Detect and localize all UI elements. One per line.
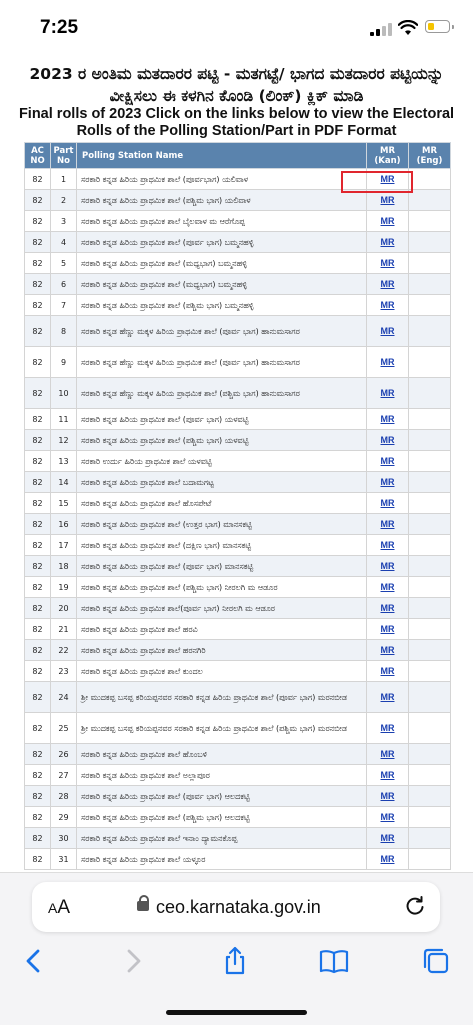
mr-eng-cell [409, 253, 451, 274]
polling-station-name-cell: ಸರಕಾರಿ ಕನ್ನಡ ಹಿರಿಯ ಪ್ರಾಥಮಿಕ ಶಾಲೆ (ಪಶ್ಚಿಮ ಭಾಗ) ಆಲದಕಟ್ಟಿ [77, 807, 367, 828]
mr-kan-cell [367, 619, 409, 640]
polling-station-name-cell: ಶ್ರೀ ಮುದಕಪ್ಪ ಬಸಪ್ಪ ಕರಿಯಪ್ಪನವರ ಸರಕಾರಿ ಕನ್ನಡ ಹಿರಿಯ ಪ್ರಾಥಮಿಕ ಶಾಲೆ (ಪೂರ್ವ ಭಾಗ) ಮರನಬೀಡ [77, 682, 367, 713]
col-part-no: Part No [51, 143, 77, 169]
ac-no-cell: 82 [25, 430, 51, 451]
ac-no-cell: 82 [25, 640, 51, 661]
mr-eng-cell [409, 493, 451, 514]
mr-eng-cell [409, 472, 451, 493]
table-row [25, 598, 451, 619]
tabs-icon[interactable] [420, 945, 452, 977]
polling-station-name-cell: ಸರಕಾರಿ ಕನ್ನಡ ಹಿರಿಯ ಪ್ರಾಥಮಿಕ ಶಾಲೆ ಹೊಂಬಳಿ [77, 744, 367, 765]
part-no-cell: 27 [51, 765, 77, 786]
mr-kan-cell [367, 493, 409, 514]
table-row [25, 409, 451, 430]
table-row [25, 640, 451, 661]
ac-no-cell: 82 [25, 619, 51, 640]
mr-eng-cell [409, 765, 451, 786]
mr-eng-cell [409, 598, 451, 619]
ac-no-cell: 82 [25, 451, 51, 472]
table-row [25, 682, 451, 713]
mr-kan-link[interactable]: MR [380, 326, 395, 336]
mr-kan-link[interactable]: MR [380, 692, 395, 702]
part-no-cell: 21 [51, 619, 77, 640]
mr-kan-cell [367, 535, 409, 556]
mr-kan-link[interactable]: MR [380, 540, 395, 550]
table-row [25, 744, 451, 765]
ac-no-cell: 82 [25, 169, 51, 190]
mr-kan-link[interactable]: MR [380, 561, 395, 571]
table-row [25, 232, 451, 253]
mr-kan-cell [367, 713, 409, 744]
mr-kan-link[interactable]: MR [380, 582, 395, 592]
part-no-cell: 26 [51, 744, 77, 765]
url-text[interactable]: ceo.karnataka.gov.in [156, 897, 321, 917]
polling-station-name-cell: ಸರಕಾರಿ ಕನ್ನಡ ಹಿರಿಯ ಪ್ರಾಥಮಿಕ ಶಾಲೆ (ಮಧ್ಯಭಾಗ) ಬಮ್ಮನಹಳ್ಳಿ [77, 253, 367, 274]
part-no-cell: 9 [51, 347, 77, 378]
polling-station-name-cell: ಸರಕಾರಿ ಕನ್ನಡ ಹಿರಿಯ ಪ್ರಾಥಮಿಕ ಶಾಲೆ (ಪೂರ್ವ ಭಾಗ) ಬಮ್ಮನಹಳ್ಳಿ [77, 232, 367, 253]
page-title-english: Final rolls of 2023 Click on the links below to view the Electoral Rolls of the Polling Station/Part in PDF Format [18, 106, 455, 139]
mr-eng-cell [409, 661, 451, 682]
mr-kan-cell [367, 807, 409, 828]
ac-no-cell: 82 [25, 472, 51, 493]
part-no-cell: 17 [51, 535, 77, 556]
table-row [25, 316, 451, 347]
ac-no-cell: 82 [25, 232, 51, 253]
mr-eng-cell [409, 535, 451, 556]
ac-no-cell: 82 [25, 828, 51, 849]
polling-station-name-cell: ಸರಕಾರಿ ಕನ್ನಡ ಹಿರಿಯ ಪ್ರಾಥಮಿಕ ಶಾಲೆ(ಪೂರ್ವ ಭಾಗ) ನೀರಲಗಿ ಮ ಆಡೂರ [77, 598, 367, 619]
mr-kan-link[interactable]: MR [380, 723, 395, 733]
ac-no-cell: 82 [25, 274, 51, 295]
mr-eng-cell [409, 378, 451, 409]
mr-kan-cell [367, 274, 409, 295]
mr-eng-cell [409, 828, 451, 849]
mr-eng-cell [409, 430, 451, 451]
polling-station-name-cell: ಸರಕಾರಿ ಕನ್ನಡ ಹೆಣ್ಣು ಮಕ್ಕಳ ಹಿರಿಯ ಪ್ರಾಥಮಿಕ ಶಾಲೆ (ಪೂರ್ವ ಭಾಗ) ಹಾನುಮಸಾಗರ [77, 347, 367, 378]
forward-icon[interactable] [117, 945, 149, 977]
part-no-cell: 24 [51, 682, 77, 713]
mr-kan-cell [367, 786, 409, 807]
mr-kan-link[interactable]: MR [380, 603, 395, 613]
polling-station-name-cell: ಸರಕಾರಿ ಕನ್ನಡ ಹಿರಿಯ ಪ್ರಾಥಮಿಕ ಶಾಲೆ ಯಳ್ಳೂರ [77, 849, 367, 870]
mr-eng-cell [409, 169, 451, 190]
polling-station-name-cell: ಸರಕಾರಿ ಕನ್ನಡ ಹಿರಿಯ ಪ್ರಾಥಮಿಕ ಶಾಲೆ ಬೈಲವಾಳ ಮ ಆರೆಗೊಪ್ಪ [77, 211, 367, 232]
part-no-cell: 16 [51, 514, 77, 535]
mr-eng-cell [409, 451, 451, 472]
table-row [25, 556, 451, 577]
mr-kan-link[interactable]: MR [380, 300, 395, 310]
part-no-cell: 22 [51, 640, 77, 661]
table-row [25, 378, 451, 409]
mr-kan-cell [367, 378, 409, 409]
mr-kan-cell [367, 295, 409, 316]
mr-kan-link[interactable]: MR [380, 791, 395, 801]
ac-no-cell: 82 [25, 682, 51, 713]
ac-no-cell: 82 [25, 409, 51, 430]
mr-eng-cell [409, 316, 451, 347]
mr-kan-link[interactable]: MR [380, 749, 395, 759]
ac-no-cell: 82 [25, 316, 51, 347]
mr-kan-link[interactable]: MR [380, 519, 395, 529]
col-polling-station-name: Polling Station Name [77, 143, 367, 169]
mr-kan-cell [367, 744, 409, 765]
mr-eng-cell [409, 409, 451, 430]
status-time: 7:25 [40, 17, 79, 38]
polling-station-name-cell: ಸರಕಾರಿ ಕನ್ನಡ ಹಿರಿಯ ಪ್ರಾಥಮಿಕ ಶಾಲೆ (ದಕ್ಷಿಣ ಭಾಗ) ಮಾನಸಕಟ್ಟಿ [77, 535, 367, 556]
mr-kan-cell [367, 849, 409, 870]
mr-kan-link[interactable]: MR [380, 770, 395, 780]
table-row [25, 765, 451, 786]
mr-kan-cell [367, 514, 409, 535]
mr-eng-cell [409, 211, 451, 232]
polling-station-name-cell: ಸರಕಾರಿ ಕನ್ನಡ ಹಿರಿಯ ಪ್ರಾಥಮಿಕ ಶಾಲೆ (ಪಶ್ಚಿಮ ಭಾಗ) ಬಮ್ಮನಹಳ್ಳಿ [77, 295, 367, 316]
mr-eng-cell [409, 514, 451, 535]
mr-kan-cell [367, 577, 409, 598]
part-no-cell: 31 [51, 849, 77, 870]
mr-kan-cell [367, 682, 409, 713]
mr-kan-link[interactable]: MR [380, 645, 395, 655]
table-row [25, 253, 451, 274]
mr-kan-cell [367, 253, 409, 274]
mr-kan-link[interactable]: MR [380, 435, 395, 445]
mr-eng-cell [409, 744, 451, 765]
part-no-cell: 11 [51, 409, 77, 430]
table-row [25, 211, 451, 232]
part-no-cell: 7 [51, 295, 77, 316]
part-no-cell: 23 [51, 661, 77, 682]
ac-no-cell: 82 [25, 744, 51, 765]
ac-no-cell: 82 [25, 713, 51, 744]
status-bar [0, 0, 473, 56]
part-no-cell: 12 [51, 430, 77, 451]
mr-eng-cell [409, 849, 451, 870]
ac-no-cell: 82 [25, 378, 51, 409]
part-no-cell: 8 [51, 316, 77, 347]
mr-kan-link[interactable]: MR [380, 624, 395, 634]
electoral-rolls-table [24, 142, 451, 870]
polling-station-name-cell: ಸರಕಾರಿ ಕನ್ನಡ ಹಿರಿಯ ಪ್ರಾಥಮಿಕ ಶಾಲೆ ಕುಂದಲ [77, 661, 367, 682]
mr-eng-cell [409, 556, 451, 577]
mr-eng-cell [409, 232, 451, 253]
back-icon[interactable] [18, 945, 50, 977]
mr-eng-cell [409, 274, 451, 295]
table-row [25, 577, 451, 598]
table-row [25, 295, 451, 316]
mr-eng-cell [409, 682, 451, 713]
mr-kan-cell [367, 430, 409, 451]
ac-no-cell: 82 [25, 556, 51, 577]
ac-no-cell: 82 [25, 765, 51, 786]
mr-kan-cell [367, 765, 409, 786]
ac-no-cell: 82 [25, 807, 51, 828]
mr-kan-cell [367, 472, 409, 493]
ac-no-cell: 82 [25, 493, 51, 514]
part-no-cell: 4 [51, 232, 77, 253]
mr-kan-link[interactable]: MR [380, 216, 395, 226]
ac-no-cell: 82 [25, 849, 51, 870]
lock-icon [137, 901, 149, 911]
mr-kan-link[interactable]: MR [380, 195, 395, 205]
bookmarks-icon[interactable] [318, 945, 350, 977]
col-mr-kan: MR (Kan) [367, 143, 409, 169]
mr-kan-cell [367, 211, 409, 232]
ac-no-cell: 82 [25, 514, 51, 535]
mr-eng-cell [409, 619, 451, 640]
polling-station-name-cell: ಸರಕಾರಿ ಕನ್ನಡ ಹಿರಿಯ ಪ್ರಾಥಮಿಕ ಶಾಲೆ ಹರನಗಿರಿ [77, 640, 367, 661]
ac-no-cell: 82 [25, 295, 51, 316]
table-row [25, 493, 451, 514]
part-no-cell: 28 [51, 786, 77, 807]
mr-kan-link[interactable]: MR [380, 498, 395, 508]
mr-kan-cell [367, 451, 409, 472]
ac-no-cell: 82 [25, 190, 51, 211]
part-no-cell: 29 [51, 807, 77, 828]
table-row [25, 849, 451, 870]
mr-kan-cell [367, 316, 409, 347]
polling-station-name-cell: ಸರಕಾರಿ ಕನ್ನಡ ಹಿರಿಯ ಪ್ರಾಥಮಿಕ ಶಾಲೆ ಹರವಿ [77, 619, 367, 640]
table-row [25, 535, 451, 556]
ac-no-cell: 82 [25, 535, 51, 556]
mr-kan-link[interactable]: MR [380, 174, 395, 184]
table-row [25, 472, 451, 493]
table-row [25, 514, 451, 535]
table-row [25, 807, 451, 828]
home-indicator [166, 1010, 307, 1015]
mr-kan-link[interactable]: MR [380, 833, 395, 843]
mr-eng-cell [409, 295, 451, 316]
part-no-cell: 10 [51, 378, 77, 409]
part-no-cell: 13 [51, 451, 77, 472]
share-icon[interactable] [219, 945, 251, 977]
table-row [25, 828, 451, 849]
mr-kan-link[interactable]: MR [380, 477, 395, 487]
mr-kan-link[interactable]: MR [380, 666, 395, 676]
mr-kan-cell [367, 661, 409, 682]
table-row [25, 619, 451, 640]
part-no-cell: 2 [51, 190, 77, 211]
part-no-cell: 1 [51, 169, 77, 190]
mr-eng-cell [409, 577, 451, 598]
part-no-cell: 25 [51, 713, 77, 744]
mr-eng-cell [409, 786, 451, 807]
col-mr-eng: MR (Eng) [409, 143, 451, 169]
ac-no-cell: 82 [25, 577, 51, 598]
mr-kan-link[interactable]: MR [380, 258, 395, 268]
mr-eng-cell [409, 347, 451, 378]
polling-station-name-cell: ಸರಕಾರಿ ಕನ್ನಡ ಹಿರಿಯ ಪ್ರಾಥಮಿಕ ಶಾಲೆ (ಪೂರ್ವ ಭಾಗ) ಮಾನಸಕಟ್ಟಿ [77, 556, 367, 577]
part-no-cell: 30 [51, 828, 77, 849]
mr-kan-cell [367, 556, 409, 577]
reload-icon[interactable] [404, 895, 426, 917]
polling-station-name-cell: ಸರಕಾರಿ ಕನ್ನಡ ಹಿರಿಯ ಪ್ರಾಥಮಿಕ ಶಾಲೆ ಬದಾಮಗಟ್ಟ [77, 472, 367, 493]
polling-station-name-cell: ಸರಕಾರಿ ಕನ್ನಡ ಹಿರಿಯ ಪ್ರಾಥಮಿಕ ಶಾಲೆ ಹೊಸಪೇಟೆ [77, 493, 367, 514]
part-no-cell: 18 [51, 556, 77, 577]
table-row [25, 451, 451, 472]
mr-kan-link[interactable]: MR [380, 357, 395, 367]
polling-station-name-cell: ಸರಕಾರಿ ಕನ್ನಡ ಹಿರಿಯ ಪ್ರಾಥಮಿಕ ಶಾಲೆ (ಪಶ್ಚಿಮ ಭಾಗ) ಯಳವಟ್ಟಿ [77, 430, 367, 451]
mr-kan-cell [367, 640, 409, 661]
mr-kan-link[interactable]: MR [380, 812, 395, 822]
polling-station-name-cell: ಸರಕಾರಿ ಕನ್ನಡ ಹಿರಿಯ ಪ್ರಾಥಮಿಕ ಶಾಲೆ (ಪೂರ್ವ ಭಾಗ) ಯಳವಟ್ಟಿ [77, 409, 367, 430]
wifi-icon [398, 20, 418, 36]
table-row [25, 713, 451, 744]
battery-icon [425, 20, 450, 33]
mr-eng-cell [409, 807, 451, 828]
ac-no-cell: 82 [25, 661, 51, 682]
mr-kan-link[interactable]: MR [380, 237, 395, 247]
polling-station-name-cell: ಸರಕಾರಿ ಕನ್ನಡ ಹೆಣ್ಣು ಮಕ್ಕಳ ಹಿರಿಯ ಪ್ರಾಥಮಿಕ ಶಾಲೆ (ಪಶ್ಚಿಮ ಭಾಗ) ಹಾನುಮಸಾಗರ [77, 378, 367, 409]
mr-kan-cell [367, 828, 409, 849]
table-body [25, 169, 451, 870]
part-no-cell: 20 [51, 598, 77, 619]
polling-station-name-cell: ಸರಕಾರಿ ಕನ್ನಡ ಹಿರಿಯ ಪ್ರಾಥಮಿಕ ಶಾಲೆ (ಪಶ್ಚಿಮ ಭಾಗ) ಯಲಿವಾಳ [77, 190, 367, 211]
ac-no-cell: 82 [25, 598, 51, 619]
polling-station-name-cell: ಸರಕಾರಿ ಕನ್ನಡ ಹಿರಿಯ ಪ್ರಾಥಮಿಕ ಶಾಲೆ (ಉತ್ತರ ಭಾಗ) ಮಾನಸಕಟ್ಟಿ [77, 514, 367, 535]
part-no-cell: 5 [51, 253, 77, 274]
mr-kan-link[interactable]: MR [380, 279, 395, 289]
mr-eng-cell [409, 640, 451, 661]
mr-kan-link[interactable]: MR [380, 388, 395, 398]
mr-eng-cell [409, 190, 451, 211]
ac-no-cell: 82 [25, 786, 51, 807]
polling-station-name-cell: ಸರಕಾರಿ ಕನ್ನಡ ಹಿರಿಯ ಪ್ರಾಥಮಿಕ ಶಾಲೆ ಇನಾಂ ದ್ಯಾಮನಕೊಪ್ಪ [77, 828, 367, 849]
polling-station-name-cell: ಸರಕಾರಿ ಕನ್ನಡ ಹಿರಿಯ ಪ್ರಾಥಮಿಕ ಶಾಲೆ (ಪೂರ್ವಭಾಗ) ಯಲಿವಾಳ [77, 169, 367, 190]
part-no-cell: 3 [51, 211, 77, 232]
mr-kan-link[interactable]: MR [380, 414, 395, 424]
mr-kan-cell [367, 347, 409, 378]
ac-no-cell: 82 [25, 211, 51, 232]
table-row [25, 430, 451, 451]
mr-eng-cell [409, 713, 451, 744]
part-no-cell: 6 [51, 274, 77, 295]
polling-station-name-cell: ಸರಕಾರಿ ಕನ್ನಡ ಹಿರಿಯ ಪ್ರಾಥಮಿಕ ಶಾಲೆ (ಪೂರ್ವ ಭಾಗ) ಆಲದಕಟ್ಟಿ [77, 786, 367, 807]
part-no-cell: 14 [51, 472, 77, 493]
polling-station-name-cell: ಸರಕಾರಿ ಕನ್ನಡ ಹಿರಿಯ ಪ್ರಾಥಮಿಕ ಶಾಲೆ (ಪಶ್ಚಿಮ ಭಾಗ) ನೀರಲಗಿ ಮ ಆಡೂರ [77, 577, 367, 598]
cellular-signal-icon [370, 22, 392, 36]
table-header-row [25, 143, 451, 169]
ac-no-cell: 82 [25, 253, 51, 274]
mr-kan-cell [367, 598, 409, 619]
highlight-box [341, 171, 413, 193]
part-no-cell: 15 [51, 493, 77, 514]
polling-station-name-cell: ಸರಕಾರಿ ಕನ್ನಡ ಹಿರಿಯ ಪ್ರಾಥಮಿಕ ಶಾಲೆ (ಮಧ್ಯಭಾಗ) ಬಮ್ಮನಹಳ್ಳಿ [77, 274, 367, 295]
mr-kan-link[interactable]: MR [380, 854, 395, 864]
page-title-kannada: 2023 ರ ಅಂತಿಮ ಮತದಾರರ ಪಟ್ಟಿ - ಮತಗಟ್ಟೆ/ ಭಾಗದ ಮತದಾರರ ಪಟ್ಟಿಯನ್ನು ವೀಕ್ಷಿಸಲು ಈ ಕಳಗಿನ ಕೊಂಡಿ (ಲಿಂಕ್) ಕ್ಲಿಕ್ ಮಾಡಿ [29, 65, 444, 105]
table-row [25, 347, 451, 378]
table-row [25, 786, 451, 807]
col-ac-no: AC NO [25, 143, 51, 169]
polling-station-name-cell: ಶ್ರೀ ಮುದಕಪ್ಪ ಬಸಪ್ಪ ಕರಿಯಪ್ಪನವರ ಸರಕಾರಿ ಕನ್ನಡ ಹಿರಿಯ ಪ್ರಾಥಮಿಕ ಶಾಲೆ (ಪಶ್ಚಿಮ ಭಾಗ) ಮರನಬೀಡ [77, 713, 367, 744]
polling-station-name-cell: ಸರಕಾರಿ ಉರ್ದು ಹಿರಿಯ ಪ್ರಾಥಮಿಕ ಶಾಲೆ ಯಳವಟ್ಟಿ [77, 451, 367, 472]
reader-text-size-button[interactable]: AA [48, 897, 71, 918]
ac-no-cell: 82 [25, 347, 51, 378]
mr-kan-link[interactable]: MR [380, 456, 395, 466]
part-no-cell: 19 [51, 577, 77, 598]
mr-kan-cell [367, 232, 409, 253]
polling-station-name-cell: ಸರಕಾರಿ ಕನ್ನಡ ಹೆಣ್ಣು ಮಕ್ಕಳ ಹಿರಿಯ ಪ್ರಾಥಮಿಕ ಶಾಲೆ (ಪೂರ್ವ ಭಾಗ) ಹಾನುಮಸಾಗರ [77, 316, 367, 347]
table-row [25, 661, 451, 682]
mr-kan-cell [367, 409, 409, 430]
polling-station-name-cell: ಸರಕಾರಿ ಕನ್ನಡ ಹಿರಿಯ ಪ್ರಾಥಮಿಕ ಶಾಲೆ ಅಲ್ಲಾಪೂರ [77, 765, 367, 786]
table-row [25, 274, 451, 295]
